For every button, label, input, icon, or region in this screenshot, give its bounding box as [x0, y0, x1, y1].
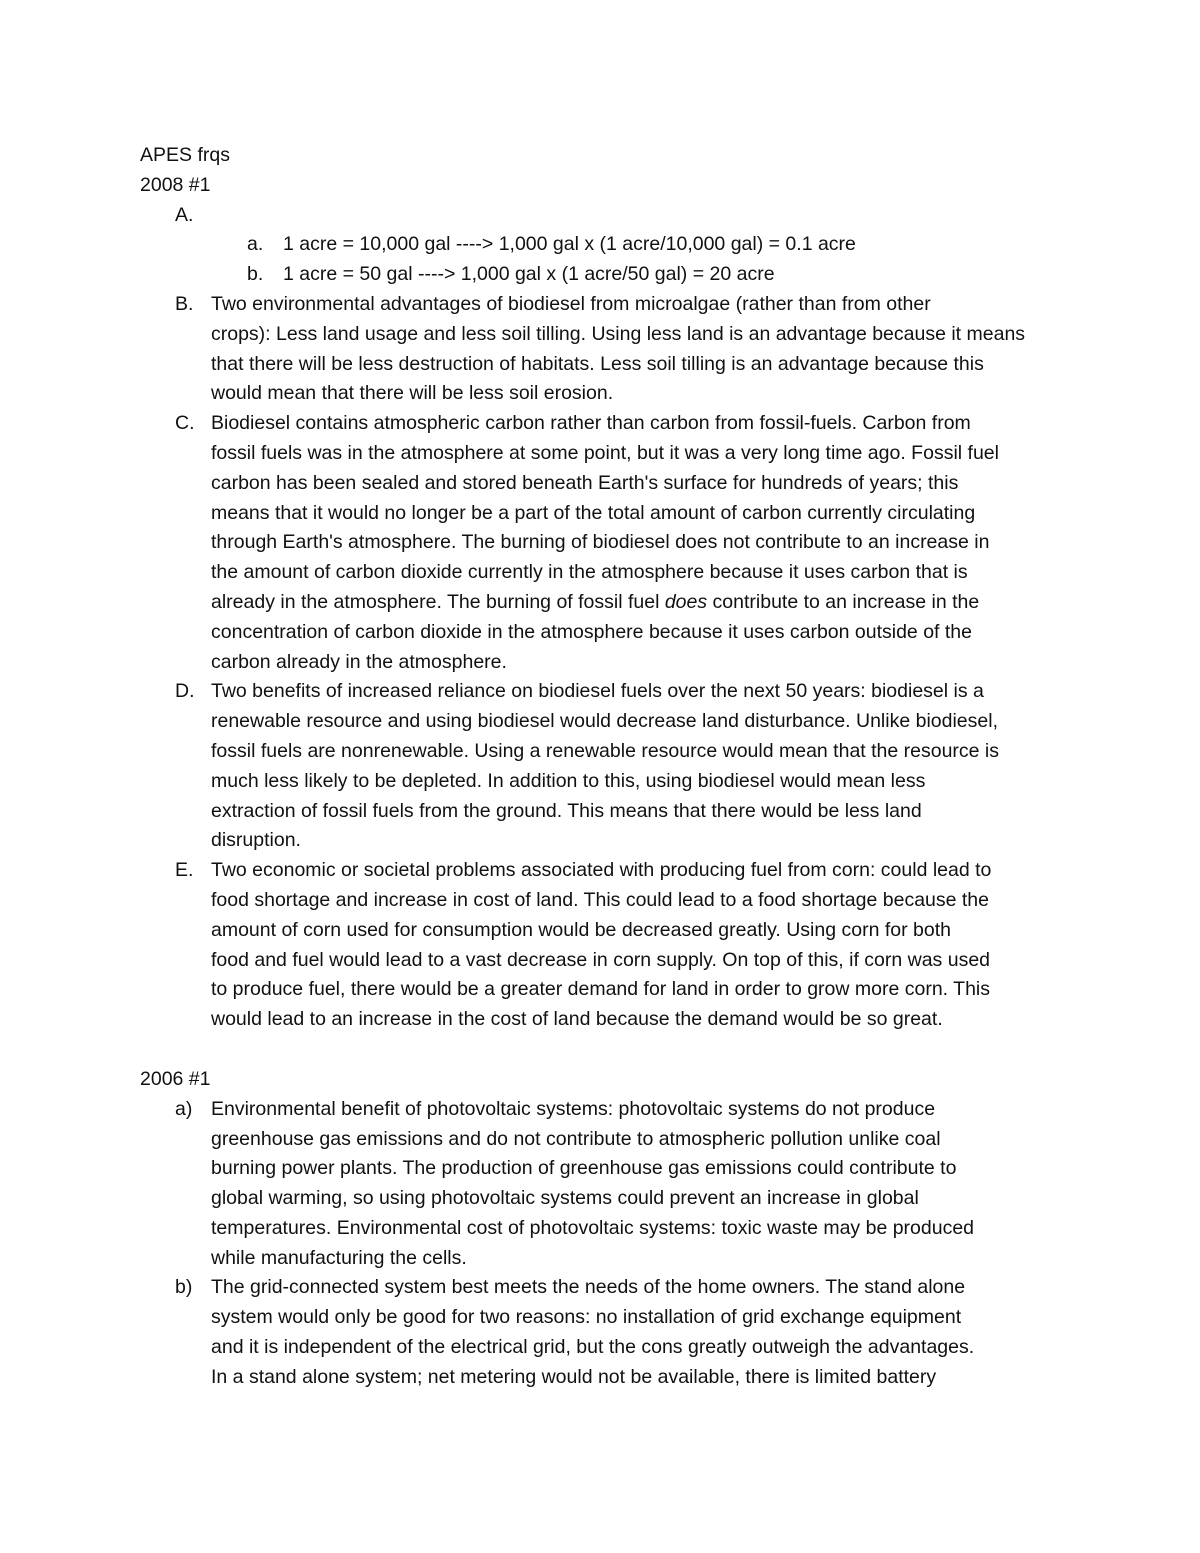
text-fragment: contribute to an increase in the [707, 590, 980, 613]
text-line: In a stand alone system; net metering would not be available, there is limited battery [211, 1365, 937, 1388]
answer-E-marker: E. [175, 859, 194, 882]
text-line: Biodiesel contains atmospheric carbon rather than carbon from fossil-fuels. Carbon from [211, 412, 971, 435]
subitem-text [283, 260, 1063, 290]
text-line: means that it would no longer be a part of the total amount of carbon currently circulating [211, 501, 976, 524]
subitem-line: 1 acre = 10,000 gal ----> 1,000 gal x (1 acre/10,000 gal) = 0.1 acre [283, 233, 856, 256]
answer-A [140, 201, 1070, 231]
answer-a-marker: a) [175, 1097, 193, 1120]
answer-C-text [211, 409, 1069, 677]
answer-C [140, 409, 1070, 677]
text-line: amount of corn used for consumption would be decreased greatly. Using corn for both [211, 918, 951, 941]
text-line: greenhouse gas emissions and do not contribute to atmospheric pollution unlike coal [211, 1127, 941, 1150]
text-line: concentration of carbon dioxide in the atmosphere because it uses carbon outside of the [211, 620, 972, 643]
answer-D-marker: D. [175, 680, 195, 703]
text-line: Two economic or societal problems associated with producing fuel from corn: could lead to [211, 859, 992, 882]
text-line: The grid-connected system best meets the needs of the home owners. The stand alone [211, 1276, 966, 1299]
text-line: Two environmental advantages of biodiesel from microalgae (rather than from other [211, 292, 931, 315]
text-line: fossil fuels was in the atmosphere at some point, but it was a very long time ago. Fossil fuel [211, 441, 999, 464]
document-title: APES frqs [140, 144, 230, 166]
text-line: disruption. [211, 829, 301, 852]
section-heading-2008: 2008 #1 [140, 173, 211, 196]
answer-D [140, 677, 1070, 856]
answer-D-text [211, 677, 1069, 856]
answer-b [140, 1273, 1070, 1392]
text-line: fossil fuels are nonrenewable. Using a renewable resource would mean that the resource is [211, 739, 1000, 762]
answer-a [140, 1095, 1070, 1274]
text-line: temperatures. Environmental cost of photovoltaic systems: toxic waste may be produced [211, 1216, 975, 1239]
text-line: food shortage and increase in cost of land. This could lead to a food shortage because the [211, 888, 990, 911]
text-line: food and fuel would lead to a vast decrease in corn supply. On top of this, if corn was used [211, 948, 991, 971]
answer-B-marker: B. [175, 292, 194, 315]
section-heading-2006: 2006 #1 [140, 1067, 211, 1090]
answer-A-text [211, 201, 1069, 231]
text-line: crops): Less land usage and less soil tilling. Using less land is an advantage because it means [211, 322, 1026, 345]
text-line: system would only be good for two reasons: no installation of grid exchange equipment [211, 1306, 962, 1329]
text-line: through Earth's atmosphere. The burning of biodiesel does not contribute to an increase in [211, 531, 990, 554]
subitem-text [283, 230, 1063, 260]
text-fragment: already in the atmosphere. The burning of fossil fuel [211, 590, 665, 613]
text-line: that there will be less destruction of habitats. Less soil tilling is an advantage because this [211, 352, 984, 375]
text-line: extraction of fossil fuels from the ground. This means that there would be less land [211, 799, 922, 822]
text-line: carbon has been sealed and stored beneath Earth's surface for hundreds of years; this [211, 471, 959, 494]
answer-B-text [211, 290, 1069, 409]
text-line-with-emphasis [211, 588, 1069, 618]
text-line: the amount of carbon dioxide currently in the atmosphere because it uses carbon that is [211, 561, 968, 584]
text-line: burning power plants. The production of greenhouse gas emissions could contribute to [211, 1157, 957, 1180]
document-body [140, 141, 1070, 1393]
answer-b-marker: b) [175, 1276, 193, 1299]
text-line: Environmental benefit of photovoltaic systems: photovoltaic systems do not produce [211, 1097, 936, 1120]
text-line: carbon already in the atmosphere. [211, 650, 507, 673]
subitem-marker: b. [247, 263, 264, 286]
text-line: to produce fuel, there would be a greater demand for land in order to grow more corn. This [211, 978, 990, 1001]
subitem-line: 1 acre = 50 gal ----> 1,000 gal x (1 acre/50 gal) = 20 acre [283, 263, 775, 286]
emphasis-word: does [664, 590, 708, 613]
answer-b-text [211, 1273, 1069, 1392]
text-line: Two benefits of increased reliance on biodiesel fuels over the next 50 years: biodiesel is a [211, 680, 984, 703]
text-line: global warming, so using photovoltaic systems could prevent an increase in global [211, 1187, 919, 1210]
text-line: much less likely to be depleted. In addition to this, using biodiesel would mean less [211, 769, 926, 792]
answer-A-marker: A. [175, 203, 194, 226]
text-line: would mean that there will be less soil erosion. [211, 382, 614, 405]
text-line: and it is independent of the electrical grid, but the cons greatly outweigh the advantages. [211, 1336, 975, 1359]
text-line: while manufacturing the cells. [211, 1246, 467, 1269]
answer-a-text [211, 1095, 1069, 1274]
subitem-marker: a. [247, 233, 264, 256]
answer-E [140, 856, 1070, 1035]
text-line: would lead to an increase in the cost of land because the demand would be so great. [211, 1008, 943, 1031]
section-spacer [140, 1035, 1070, 1065]
answer-A-subitem-a [140, 230, 1070, 260]
answer-E-text [211, 856, 1069, 1035]
answer-C-marker: C. [175, 412, 195, 435]
answer-B [140, 290, 1070, 409]
text-line: renewable resource and using biodiesel would decrease land disturbance. Unlike biodiesel, [211, 710, 998, 733]
answer-A-subitem-b [140, 260, 1070, 290]
